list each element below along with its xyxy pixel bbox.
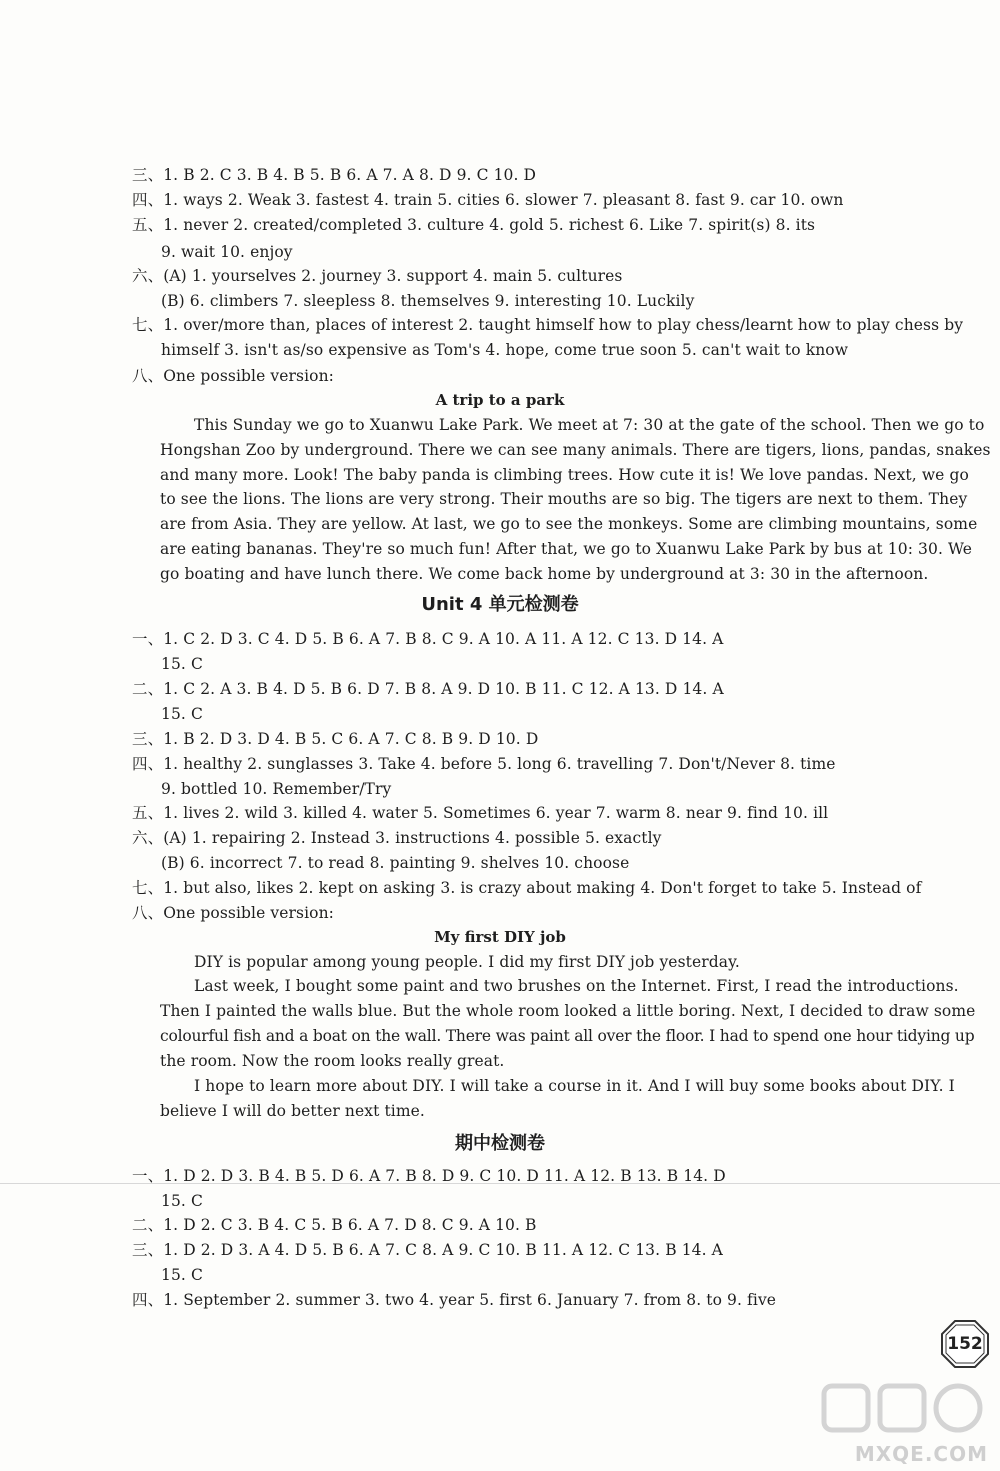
page-number: 152 bbox=[947, 1334, 983, 1354]
essay-line: colourful fish and a boat on the wall. There was paint all over the floor. I had to spend one hour tidying up bbox=[160, 1027, 975, 1045]
answer-line: 四、1. September 2. summer 3. two 4. year 5. first 6. January 7. from 8. to 9. five bbox=[132, 1291, 777, 1309]
answer-line: 八、One possible version: bbox=[132, 904, 334, 922]
answer-line: 六、(A) 1. repairing 2. Instead 3. instructions 4. possible 5. exactly bbox=[132, 829, 662, 847]
answer-line: 二、1. D 2. C 3. B 4. C 5. B 6. A 7. D 8. C 9. A 10. B bbox=[132, 1216, 537, 1234]
essay-line: are from Asia. They are yellow. At last, we go to see the monkeys. Some are climbing mountains, some bbox=[160, 515, 978, 533]
answer-line: 三、1. D 2. D 3. A 4. D 5. B 6. A 7. C 8. A 9. C 10. B 11. A 12. C 13. B 14. A bbox=[132, 1241, 723, 1259]
answer-line: himself 3. isn't as/so expensive as Tom's 4. hope, come true soon 5. can't wait to know bbox=[161, 341, 849, 359]
answer-line: 七、1. but also, likes 2. kept on asking 3. is crazy about making 4. Don't forget to take 5. Instead of bbox=[132, 879, 922, 897]
answer-line: 三、1. B 2. C 3. B 4. B 5. B 6. A 7. A 8. D 9. C 10. D bbox=[132, 166, 537, 184]
essay-line: Hongshan Zoo by underground. There we can see many animals. There are tigers, lions, pandas, snakes bbox=[160, 441, 991, 459]
answer-line: 9. bottled 10. Remember/Try bbox=[161, 780, 392, 798]
answer-line: 15. C bbox=[161, 655, 203, 673]
answer-line: 五、1. never 2. created/completed 3. culture 4. gold 5. richest 6. Like 7. spirit(s) 8. its bbox=[132, 216, 816, 234]
answer-line: (B) 6. climbers 7. sleepless 8. themselves 9. interesting 10. Luckily bbox=[161, 292, 695, 310]
essay-title: My first DIY job bbox=[434, 928, 566, 946]
answer-line: 一、1. D 2. D 3. B 4. B 5. D 6. A 7. B 8. D 9. C 10. D 11. A 12. B 13. B 14. D bbox=[132, 1167, 726, 1185]
essay-line: Then I painted the walls blue. But the whole room looked a little boring. Next, I decided to draw some bbox=[160, 1002, 976, 1020]
essay-line: the room. Now the room looks really great. bbox=[160, 1052, 505, 1070]
watermark-text: MXQE.COM bbox=[854, 1442, 988, 1466]
answer-line: 四、1. healthy 2. sunglasses 3. Take 4. before 5. long 6. travelling 7. Don't/Never 8. time bbox=[132, 755, 836, 773]
page-number-badge bbox=[940, 1319, 990, 1369]
essay-line: I hope to learn more about DIY. I will take a course in it. And I will buy some books about DIY. I bbox=[194, 1077, 955, 1095]
essay-line: are eating bananas. They're so much fun! After that, we go to Xuanwu Lake Park by bus at 10: 30. We bbox=[160, 540, 973, 558]
answer-line: 四、1. ways 2. Weak 3. fastest 4. train 5. cities 6. slower 7. pleasant 8. fast 9. car 10. own bbox=[132, 191, 844, 209]
answer-line: 9. wait 10. enjoy bbox=[161, 243, 293, 261]
answer-line: 15. C bbox=[161, 1266, 203, 1284]
answer-line: 三、1. B 2. D 3. D 4. B 5. C 6. A 7. C 8. B 9. D 10. D bbox=[132, 730, 539, 748]
answer-line: 八、One possible version: bbox=[132, 367, 334, 385]
essay-title: A trip to a park bbox=[435, 391, 565, 409]
essay-line: This Sunday we go to Xuanwu Lake Park. We meet at 7: 30 at the gate of the school. Then we go to bbox=[194, 416, 985, 434]
essay-line: to see the lions. The lions are very strong. Their mouths are so big. The tigers are next to them. They bbox=[160, 490, 968, 508]
watermark-logo-icon bbox=[818, 1378, 988, 1438]
essay-line: go boating and have lunch there. We come back home by underground at 3: 30 in the afternoon. bbox=[160, 565, 929, 583]
essay-line: Last week, I bought some paint and two brushes on the Internet. First, I read the introductions. bbox=[194, 977, 959, 995]
essay-line: and many more. Look! The baby panda is climbing trees. How cute it is! We love pandas. Next, we go bbox=[160, 466, 969, 484]
section-title: Unit 4 单元检测卷 bbox=[421, 594, 579, 615]
answer-line: 二、1. C 2. A 3. B 4. D 5. B 6. D 7. B 8. A 9. D 10. B 11. C 12. A 13. D 14. A bbox=[132, 680, 724, 698]
section-title: 期中检测卷 bbox=[455, 1133, 545, 1154]
answer-line: (B) 6. incorrect 7. to read 8. painting 9. shelves 10. choose bbox=[161, 854, 630, 872]
answer-line: 一、1. C 2. D 3. C 4. D 5. B 6. A 7. B 8. C 9. A 10. A 11. A 12. C 13. D 14. A bbox=[132, 630, 724, 648]
answer-line: 七、1. over/more than, places of interest 2. taught himself how to play chess/learnt how to play chess by bbox=[132, 316, 964, 334]
answer-line: 15. C bbox=[161, 705, 203, 723]
essay-line: DIY is popular among young people. I did my first DIY job yesterday. bbox=[194, 953, 740, 971]
answer-line: 五、1. lives 2. wild 3. killed 4. water 5. Sometimes 6. year 7. warm 8. near 9. find 10. ill bbox=[132, 804, 829, 822]
answer-line: 六、(A) 1. yourselves 2. journey 3. support 4. main 5. cultures bbox=[132, 267, 623, 285]
watermark bbox=[818, 1378, 988, 1468]
answer-line: 15. C bbox=[161, 1192, 203, 1210]
essay-line: believe I will do better next time. bbox=[160, 1102, 425, 1120]
